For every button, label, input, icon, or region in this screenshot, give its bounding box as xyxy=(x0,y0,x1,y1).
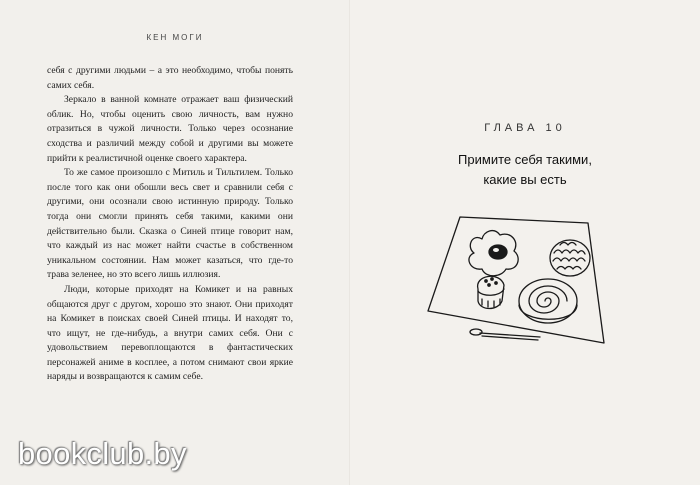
paragraph-3: То же самое произошло с Митиль и Тильтилем. Только после того как они обошли весь свет и сравнили себя с другими, они осознали свою истинную природу. Только тогда они смогли принять себя такими, какими они действительно были. Сказка о Синей птице говорит нам, что каждый из нас может найти счастье в собственном уникальном состоянии. Нам может казаться, что где-то трава зеленее, но это всего лишь иллюзия. xyxy=(47,167,293,281)
body-text xyxy=(47,64,293,385)
running-head: КЕН МОГИ xyxy=(146,33,204,42)
chapter-title xyxy=(350,150,700,190)
dumpling xyxy=(478,276,504,308)
paragraph-4: Люди, которые приходят на Комикет и на равных общаются друг с другом, хорошо это знают. Они приходят на Комикет в поисках своей Синей птицы. И находят то, что ищут, не где-нибудь, а внутри самих себя. Они с удовольствием перевоплощаются в фантастических персонажей аниме в косплее, а потом снимают свои яркие наряды и возвращаются к самим себе. xyxy=(47,283,293,383)
paragraph-1: себя с другими людьми – а это необходимо, чтобы понять самих себя. xyxy=(47,65,293,91)
tray-outline xyxy=(428,217,604,343)
paragraph-2: Зеркало в ванной комнате отражает ваш физический облик. Но, чтобы оценить свою личность, вам нужно отразиться в чужой личности. Только через осознание сходства и различий между собой и другими вы можете прийти к реалистичной оценке своего характера. xyxy=(47,94,293,164)
cauliflower xyxy=(550,240,590,276)
swirl-roll xyxy=(519,279,577,323)
food-plate-illustration xyxy=(420,205,620,365)
chapter-title-line-2: какие вы есть xyxy=(483,172,567,187)
chapter-title-line-1: Примите себя такими, xyxy=(458,152,592,167)
chapter-label: ГЛАВА 10 xyxy=(484,122,566,134)
watermark-logo: bookclub.by xyxy=(18,436,187,471)
